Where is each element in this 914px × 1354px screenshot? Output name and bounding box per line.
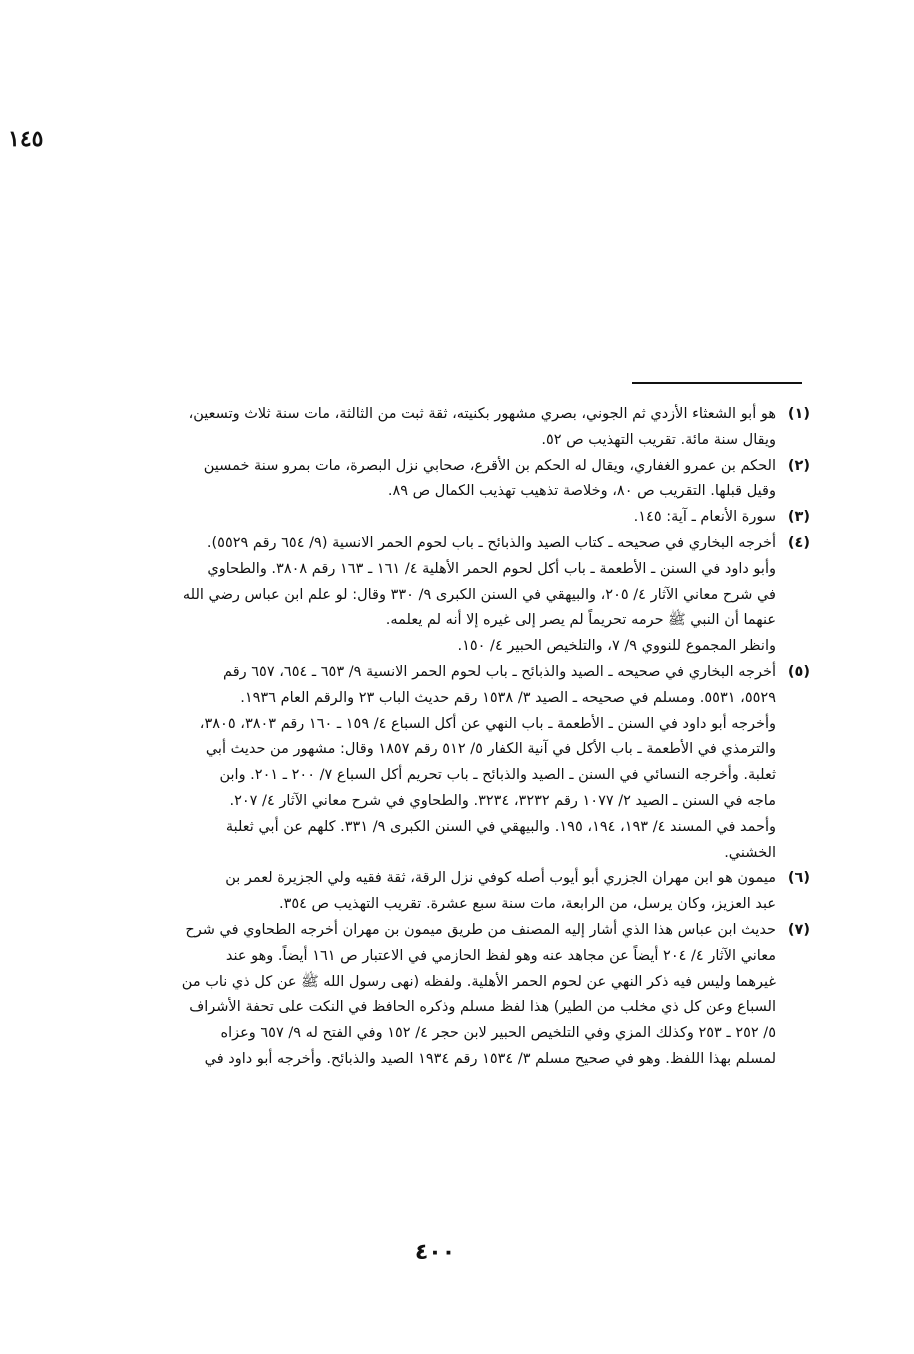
footnote-line: سورة الأنعام ـ آية: ١٤٥. (633, 509, 776, 526)
footnote-line: الحكم بن عمرو الغفاري، ويقال له الحكم بن الأقرع، صحابي نزل البصرة، مات بمرو سنة خمسين (203, 457, 776, 474)
footnote-number: (١) (787, 406, 810, 422)
footnote-number: (٦) (787, 870, 810, 887)
footnote-2 (92, 454, 810, 506)
footnote-line: الخشني. (724, 844, 776, 861)
footnote-line: وقيل قبلها. التقريب ص ٨٠، وخلاصة تذهيب تهذيب الكمال ص ٨٩. (387, 483, 776, 500)
footnote-number: (٤) (787, 534, 810, 551)
footnote-line: ثعلبة. وأخرجه النسائي في السنن ـ الصيد والذبائح ـ باب تحريم أكل السباع ٧/ ٢٠٠ ـ ٢٠١. وابن (219, 767, 776, 784)
footnote-line: ماجه في السنن ـ الصيد ٢/ ١٠٧٧ رقم ٣٢٣٢، ٣٢٣٤. والطحاوي في شرح معاني الآثار ٤/ ٢٠٧. (229, 792, 776, 809)
margin-verse-reference: ١٤٥ (8, 126, 44, 152)
footnote-4 (92, 531, 810, 660)
footnote-line: أخرجه البخاري في صحيحه ـ الصيد والذبائح ـ باب لحوم الحمر الانسية ٩/ ٦٥٣ ـ ٦٥٤، ٦٥٧ رقم (223, 663, 776, 680)
footnote-line: وأبو داود في السنن ـ الأطعمة ـ باب أكل لحوم الحمر الأهلية ٤/ ١٦١ ـ ١٦٣ رقم ٣٨٠٨. والطحاوي (207, 560, 776, 577)
footnote-5 (92, 660, 810, 866)
footnote-line: هو أبو الشعثاء الأزدي ثم الجوني، بصري مشهور بكنيته، ثقة ثبت من الثالثة، مات سنة ثلاث وتسعين، (188, 406, 776, 422)
footnote-line: حديث ابن عباس هذا الذي أشار إليه المصنف من طريق ميمون بن مهران أخرجه الطحاوي في شرح (185, 921, 776, 938)
footnote-line: عنهما أن النبي ﷺ حرمه تحريماً لم يصر إلى غيره إلا أنه لم يعلمه. (385, 612, 776, 629)
footnote-line: غيرهما وليس فيه ذكر النهي عن لحوم الحمر الأهلية. ولفظه (نهى رسول الله ﷺ عن كل ذي ناب من (181, 973, 776, 990)
footnote-line: ميمون هو ابن مهران الجزري أبو أيوب أصله كوفي نزل الرقة، ثقة فقيه ولي الجزيرة لعمر بن (225, 870, 776, 887)
footnote-line: وأحمد في المسند ٤/ ١٩٣، ١٩٤، ١٩٥. والبيهقي في السنن الكبرى ٩/ ٣٣١. كلهم عن أبي ثعلبة (225, 818, 776, 835)
footnote-number: (٣) (787, 509, 810, 526)
page-number: ٤٠٠ (414, 1240, 456, 1265)
footnote-number: (٥) (787, 663, 810, 680)
footnotes (92, 402, 810, 1073)
footnote-line: السباع وعن كل ذي مخلب من الطير) هذا لفظ مسلم وذكره الحافظ في النكت على تحفة الأشراف (189, 999, 776, 1016)
footnote-1 (92, 402, 810, 454)
footnote-7 (92, 918, 810, 1073)
footnote-6 (92, 866, 810, 918)
footnote-line: وأخرجه أبو داود في السنن ـ الأطعمة ـ باب النهي عن أكل السباع ٤/ ١٥٩ ـ ١٦٠ رقم ٣٨٠٣، ٣٨٠٥، (199, 715, 776, 732)
footnote-line: ويقال سنة مائة. تقريب التهذيب ص ٥٢. (541, 431, 776, 448)
footnote-line: أخرجه البخاري في صحيحه ـ كتاب الصيد والذبائح ـ باب لحوم الحمر الانسية (٩/ ٦٥٤ رقم ٥٥٢٩). (206, 534, 776, 551)
footnote-line: عبد العزيز، وكان يرسل، من الرابعة، مات سنة سبع عشرة. تقريب التهذيب ص ٣٥٤. (278, 896, 776, 913)
footnote-number: (٧) (787, 921, 810, 938)
footnote-3 (92, 505, 810, 531)
footnote-number: (٢) (787, 457, 810, 474)
footnote-line: معاني الآثار ٤/ ٢٠٤ أيضاً عن مجاهد عنه وهو لفظ الحازمي في الاعتبار ص ١٦١ أيضاً. وهو عند (225, 947, 776, 964)
footnote-separator (632, 382, 802, 384)
footnote-line: وانظر المجموع للنووي ٩/ ٧، والتلخيص الحبير ٤/ ١٥٠. (457, 638, 776, 655)
footnote-line: ٥٥٢٩، ٥٥٣١. ومسلم في صحيحه ـ الصيد ٣/ ١٥٣٨ رقم حديث الباب ٢٣ والرقم العام ١٩٣٦. (240, 689, 776, 706)
footnote-line: لمسلم بهذا اللفظ. وهو في صحيح مسلم ٣/ ١٥٣٤ رقم ١٩٣٤ الصيد والذبائح. وأخرجه أبو داود في (204, 1050, 776, 1067)
footnote-line: ٥/ ٢٥٢ ـ ٢٥٣ وكذلك المزي وفي التلخيص الحبير لابن حجر ٤/ ١٥٢ وفي الفتح له ٩/ ٦٥٧ وعزاه (220, 1025, 776, 1042)
footnote-line: في شرح معاني الآثار ٤/ ٢٠٥، والبيهقي في السنن الكبرى ٩/ ٣٣٠ وقال: لو علم ابن عباس رضي الله (182, 586, 776, 603)
footnote-line: والترمذي في الأطعمة ـ باب الأكل في آنية الكفار ٥/ ٥١٢ رقم ١٨٥٧ وقال: مشهور من حديث أبي (205, 741, 776, 758)
